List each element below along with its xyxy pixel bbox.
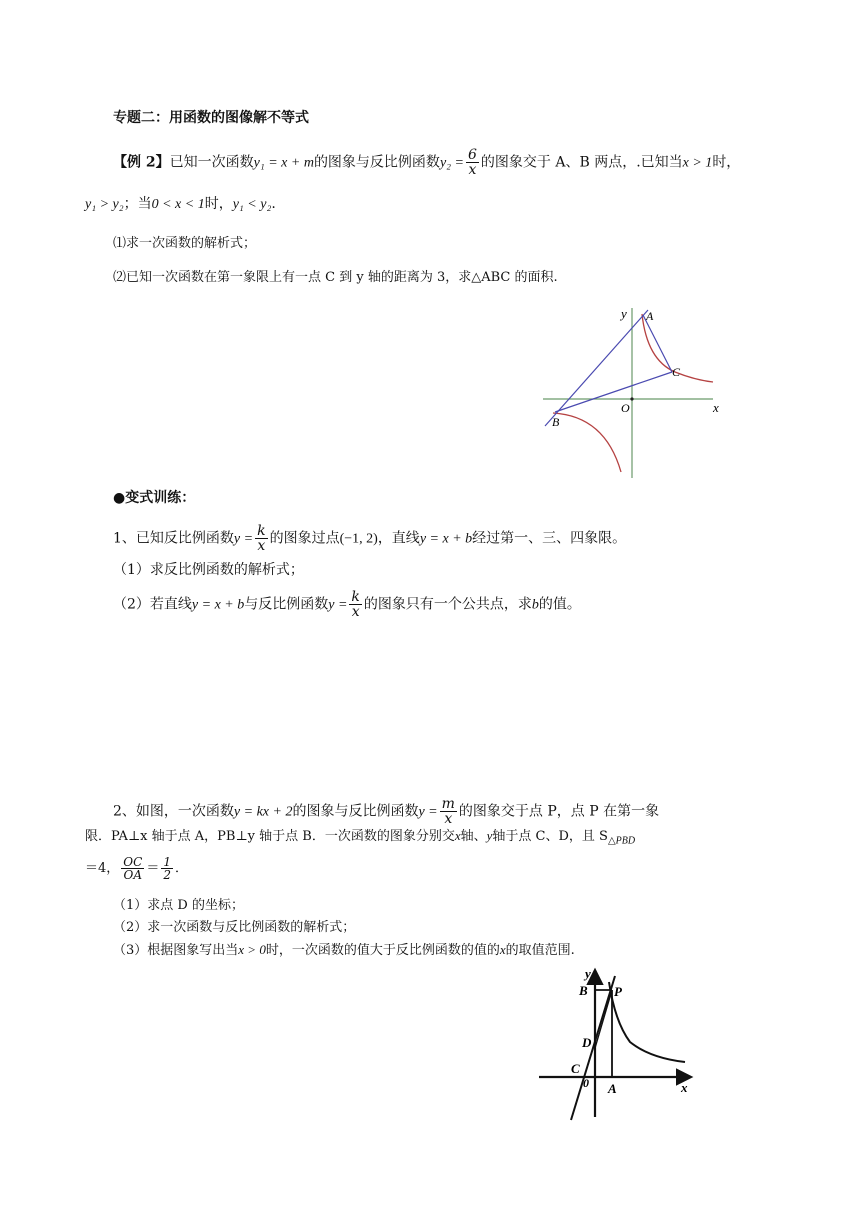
label-c: C <box>672 365 681 379</box>
text: 时， <box>712 154 741 171</box>
label-p: P <box>614 984 622 999</box>
text: 的图象交于点 P，点 P 在第一象 <box>458 803 660 820</box>
text: （3）根据图象写出当 <box>113 943 239 958</box>
linear-equation: y₁ = x + m <box>253 155 314 171</box>
label-y: y <box>585 966 591 981</box>
text: 轴、 <box>460 829 487 844</box>
problem2-line1 <box>113 797 659 826</box>
text: 的图象只有一个公共点，求 <box>363 596 532 613</box>
label-a: A <box>646 309 654 323</box>
condition: y₁ > y₂ <box>85 197 124 212</box>
example2-line1 <box>113 148 740 177</box>
origin-point <box>630 397 633 400</box>
text: 的图象交于 A、B 两点，.已知当 <box>480 154 683 171</box>
line-ac <box>643 315 672 372</box>
hyperbola-branch-q3 <box>553 413 621 472</box>
line-linear <box>571 976 615 1120</box>
variable: b <box>531 597 539 613</box>
label-c: C <box>571 1061 580 1076</box>
inverse-fraction <box>440 797 457 826</box>
variant-problem1-question2 <box>113 590 581 619</box>
label-d: D <box>582 1035 592 1050</box>
text: 的图象过点 <box>269 530 340 547</box>
condition: x > 1 <box>682 155 713 171</box>
line-equation: y = x + b <box>419 531 473 547</box>
text: 已知一次函数 <box>169 154 254 171</box>
example2-line2 <box>85 194 276 215</box>
inverse-fraction <box>466 148 479 177</box>
text: 1、已知反比例函数 <box>113 530 234 547</box>
line-equation: y = x + b <box>191 597 245 613</box>
fraction-denominator: x <box>349 604 361 619</box>
text: （2）若直线 <box>113 596 192 613</box>
section-title: 专题二：用函数的图像解不等式 <box>113 110 309 126</box>
text: 经过第一、三、四象限。 <box>472 530 627 547</box>
label-y: y <box>621 306 627 321</box>
fraction-numerator: OC <box>123 855 143 869</box>
problem2-question1: （1）求点 D 的坐标； <box>113 898 244 913</box>
text: 2、如图，一次函数 <box>113 803 234 820</box>
problem2-line3 <box>85 856 188 881</box>
example2-question1: ⑴求一次函数的解析式； <box>113 236 257 251</box>
text: . <box>271 196 276 212</box>
inverse-fraction <box>349 590 361 619</box>
condition: y₁ < y₂ <box>232 197 272 212</box>
text: 的图象与反比例函数 <box>313 154 440 171</box>
problem2-line2 <box>85 826 635 852</box>
problem2-question3 <box>113 940 575 961</box>
point: (−1, 2) <box>339 531 378 547</box>
area-subscript: △PBD <box>607 835 636 847</box>
problem2-question2: （2）求一次函数与反比例函数的解析式； <box>113 920 356 935</box>
variable: y <box>486 828 493 843</box>
segment-pd <box>595 990 612 1048</box>
label-b: B <box>552 415 560 429</box>
half-fraction <box>161 856 173 881</box>
fraction-denominator: 2 <box>163 868 171 882</box>
fraction-denominator: x <box>466 162 479 177</box>
variant-problem1-question1: （1）求反比例函数的解析式； <box>113 562 304 578</box>
fraction-numerator: 1 <box>163 855 171 869</box>
text: 的值。 <box>538 596 581 613</box>
inverse-equation-lhs: y = <box>418 804 438 820</box>
condition: x > 0 <box>238 942 266 957</box>
fraction-numerator: k <box>257 523 266 539</box>
inverse-equation-lhs: y = <box>328 597 348 613</box>
text: ． <box>174 861 188 876</box>
label-o: 0 <box>583 1076 589 1090</box>
text: 时，一次函数的值大于反比例函数的值的 <box>265 943 500 958</box>
fraction-numerator: 6 <box>467 147 477 163</box>
figure1-graph <box>535 302 735 482</box>
label-o: O <box>621 401 630 415</box>
fraction-numerator: m <box>441 796 455 812</box>
variant-problem1 <box>113 524 626 553</box>
text: 的取值范围. <box>505 943 575 958</box>
variant-heading: ●变式训练： <box>113 490 196 506</box>
text: 限．PA⊥x 轴于点 A，PB⊥y 轴于点 B．一次函数的图象分别交 <box>85 829 455 844</box>
label-x: x <box>681 1080 688 1095</box>
condition: 0 < x < 1 <box>151 197 205 212</box>
text: 轴于点 C、D，且 S <box>492 829 608 844</box>
text: ；当 <box>123 196 152 212</box>
fraction-denominator: OA <box>121 868 144 881</box>
line-bc <box>555 372 672 412</box>
example2-question2: ⑵已知一次函数在第一象限上有一点 C 到 y 轴的距离为 3，求△ABC 的面积. <box>113 270 558 285</box>
inverse-equation-lhs: y₂ = <box>439 155 464 171</box>
text: ＝4， <box>85 861 120 876</box>
text: 时， <box>204 196 233 212</box>
figure2-graph <box>535 962 705 1122</box>
text: ，直线 <box>377 530 420 547</box>
inverse-equation-lhs: y = <box>233 531 254 547</box>
text: ＝ <box>146 861 160 876</box>
variable: x <box>454 828 461 843</box>
text: 的图象与反比例函数 <box>292 803 419 820</box>
label-a: A <box>608 1081 617 1096</box>
fraction-denominator: x <box>255 538 267 553</box>
text: 与反比例函数 <box>244 596 329 613</box>
fraction-denominator: x <box>440 811 457 826</box>
fraction-numerator: k <box>351 589 360 605</box>
linear-equation: y = kx + 2 <box>233 804 293 820</box>
inverse-fraction <box>255 524 267 553</box>
label-x: x <box>713 400 719 415</box>
label-b: B <box>579 983 588 998</box>
example-tag: 【例 2】 <box>113 154 170 171</box>
ratio-fraction <box>121 856 144 881</box>
variable: x <box>499 942 506 957</box>
